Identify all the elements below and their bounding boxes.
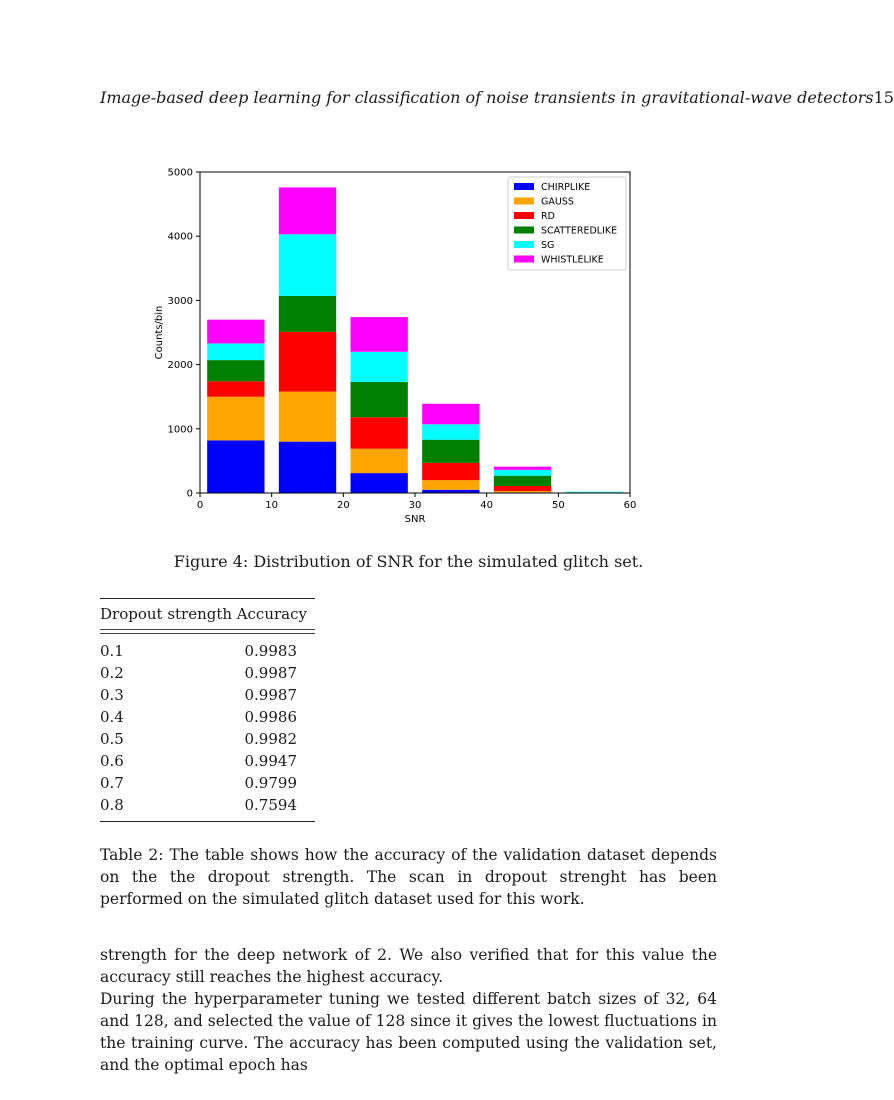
y-tick-label: 3000 xyxy=(167,295,193,307)
legend-label-gauss: GAUSS xyxy=(541,196,574,208)
bar-chirplike-bin-0 xyxy=(207,440,264,493)
cell-dropout: 0.6 xyxy=(100,752,124,770)
x-tick-label: 60 xyxy=(623,500,637,511)
cell-dropout: 0.8 xyxy=(100,796,124,814)
legend-label-rd: RD xyxy=(541,211,555,222)
figure-caption: Figure 4: Distribution of SNR for the simulated glitch set. xyxy=(173,552,644,571)
legend-swatch-rd xyxy=(514,212,534,219)
table-row xyxy=(100,662,315,684)
bar-whistlelike-bin-4 xyxy=(494,467,551,470)
x-axis-label: SNR xyxy=(404,514,426,525)
page-number: 15 xyxy=(873,88,894,107)
cell-dropout: 0.7 xyxy=(100,774,124,792)
table-row xyxy=(100,750,315,772)
running-head-title: Image-based deep learning for classification of noise transients in gravitational-wave detectors xyxy=(100,88,874,107)
legend-swatch-chirplike xyxy=(514,183,534,190)
y-axis-ticks xyxy=(168,168,200,500)
body-paragraph-1: strength for the deep network of 2. We also verified that for this value the accuracy still reaches the highest accuracy. xyxy=(100,946,717,986)
bar-scatteredlike-bin-1 xyxy=(279,296,336,332)
bar-gauss-bin-1 xyxy=(279,392,336,442)
cell-accuracy: 0.9799 xyxy=(244,774,297,792)
cell-accuracy: 0.9983 xyxy=(244,642,297,660)
y-tick-label: 4000 xyxy=(167,231,193,243)
bar-scatteredlike-bin-4 xyxy=(494,476,551,486)
bar-whistlelike-bin-2 xyxy=(351,317,408,352)
bar-rd-bin-4 xyxy=(494,486,551,491)
bar-sg-bin-2 xyxy=(351,352,408,382)
bar-chirplike-bin-2 xyxy=(351,473,408,493)
x-tick-label: 10 xyxy=(265,500,279,511)
body-text xyxy=(100,944,717,1076)
bar-whistlelike-bin-0 xyxy=(207,320,264,344)
table-row xyxy=(100,706,315,728)
bar-scatteredlike-bin-0 xyxy=(207,360,264,381)
cell-accuracy: 0.9947 xyxy=(244,752,297,770)
y-tick-label: 5000 xyxy=(167,167,193,179)
legend-label-sg: SG xyxy=(541,240,555,251)
table-caption: Table 2: The table shows how the accuracy of the validation dataset depends on the the dropout strength. The scan in dropout strenght has been performed on the simulated glitch dataset used for this work. xyxy=(100,846,717,908)
bar-rd-bin-0 xyxy=(207,381,264,396)
bar-chirplike-bin-1 xyxy=(279,442,336,493)
table-header-row xyxy=(100,599,315,629)
cell-accuracy: 0.7594 xyxy=(244,796,297,814)
bar-whistlelike-bin-3 xyxy=(422,404,479,425)
bar-sg-bin-0 xyxy=(207,343,264,360)
bar-gauss-bin-0 xyxy=(207,397,264,441)
table-body xyxy=(100,634,315,816)
bar-gauss-bin-3 xyxy=(422,480,479,490)
legend-swatch-whistlelike xyxy=(514,256,534,263)
cell-dropout: 0.2 xyxy=(100,664,124,682)
running-head xyxy=(100,88,894,107)
table-row xyxy=(100,728,315,750)
cell-accuracy: 0.9986 xyxy=(244,708,297,726)
table-row xyxy=(100,640,315,662)
cell-dropout: 0.4 xyxy=(100,708,124,726)
bar-sg-bin-4 xyxy=(494,470,551,476)
legend-label-whistlelike: WHISTLELIKE xyxy=(541,254,604,266)
table-header-dropout: Dropout strength xyxy=(100,605,233,623)
x-tick-label: 20 xyxy=(336,500,350,511)
x-tick-label: 40 xyxy=(480,500,494,511)
bar-sg-bin-1 xyxy=(279,234,336,296)
dropout-table xyxy=(100,598,315,822)
cell-dropout: 0.1 xyxy=(100,642,124,660)
cell-accuracy: 0.9987 xyxy=(244,686,297,704)
bar-gauss-bin-2 xyxy=(351,449,408,473)
cell-accuracy: 0.9987 xyxy=(244,664,297,682)
bar-scatteredlike-bin-2 xyxy=(351,382,408,417)
y-tick-label: 0 xyxy=(186,488,193,500)
table-header-rule xyxy=(100,629,315,630)
legend-label-scatteredlike: SCATTEREDLIKE xyxy=(541,225,618,237)
bar-gauss-bin-4 xyxy=(494,491,551,492)
bar-whistlelike-bin-1 xyxy=(279,187,336,234)
legend-swatch-scatteredlike xyxy=(514,227,534,234)
y-axis-label: Counts/bin xyxy=(154,305,165,360)
x-tick-label: 0 xyxy=(196,500,204,511)
bar-sg-bin-5 xyxy=(566,492,623,493)
snr-histogram-figure xyxy=(140,160,660,530)
bar-rd-bin-3 xyxy=(422,463,479,480)
table-row xyxy=(100,772,315,794)
x-tick-label: 50 xyxy=(551,500,565,511)
legend-label-chirplike: CHIRPLIKE xyxy=(541,182,591,193)
x-tick-label: 30 xyxy=(408,500,422,511)
body-paragraph-2: During the hyperparameter tuning we tested different batch sizes of 32, 64 and 128, and selected the value of 128 since it gives the lowest fluctuations in the training curve. The accuracy has been computed using the validation set, and the optimal epoch has xyxy=(100,990,717,1074)
table-row xyxy=(100,684,315,706)
bar-rd-bin-2 xyxy=(351,417,408,448)
bar-scatteredlike-bin-3 xyxy=(422,440,479,463)
y-tick-label: 1000 xyxy=(167,424,193,436)
cell-dropout: 0.5 xyxy=(100,730,124,748)
cell-accuracy: 0.9982 xyxy=(244,730,297,748)
table-row xyxy=(100,794,315,816)
table-header-accuracy: Accuracy xyxy=(236,605,307,623)
bar-sg-bin-3 xyxy=(422,424,479,439)
y-tick-label: 2000 xyxy=(167,360,193,372)
legend xyxy=(508,177,626,270)
cell-dropout: 0.3 xyxy=(100,686,124,704)
bar-rd-bin-1 xyxy=(279,332,336,392)
legend-swatch-sg xyxy=(514,241,534,248)
x-axis-ticks xyxy=(197,493,637,511)
snr-histogram-chart xyxy=(140,160,660,530)
legend-swatch-gauss xyxy=(514,198,534,205)
table-bottom-rule xyxy=(100,821,315,822)
